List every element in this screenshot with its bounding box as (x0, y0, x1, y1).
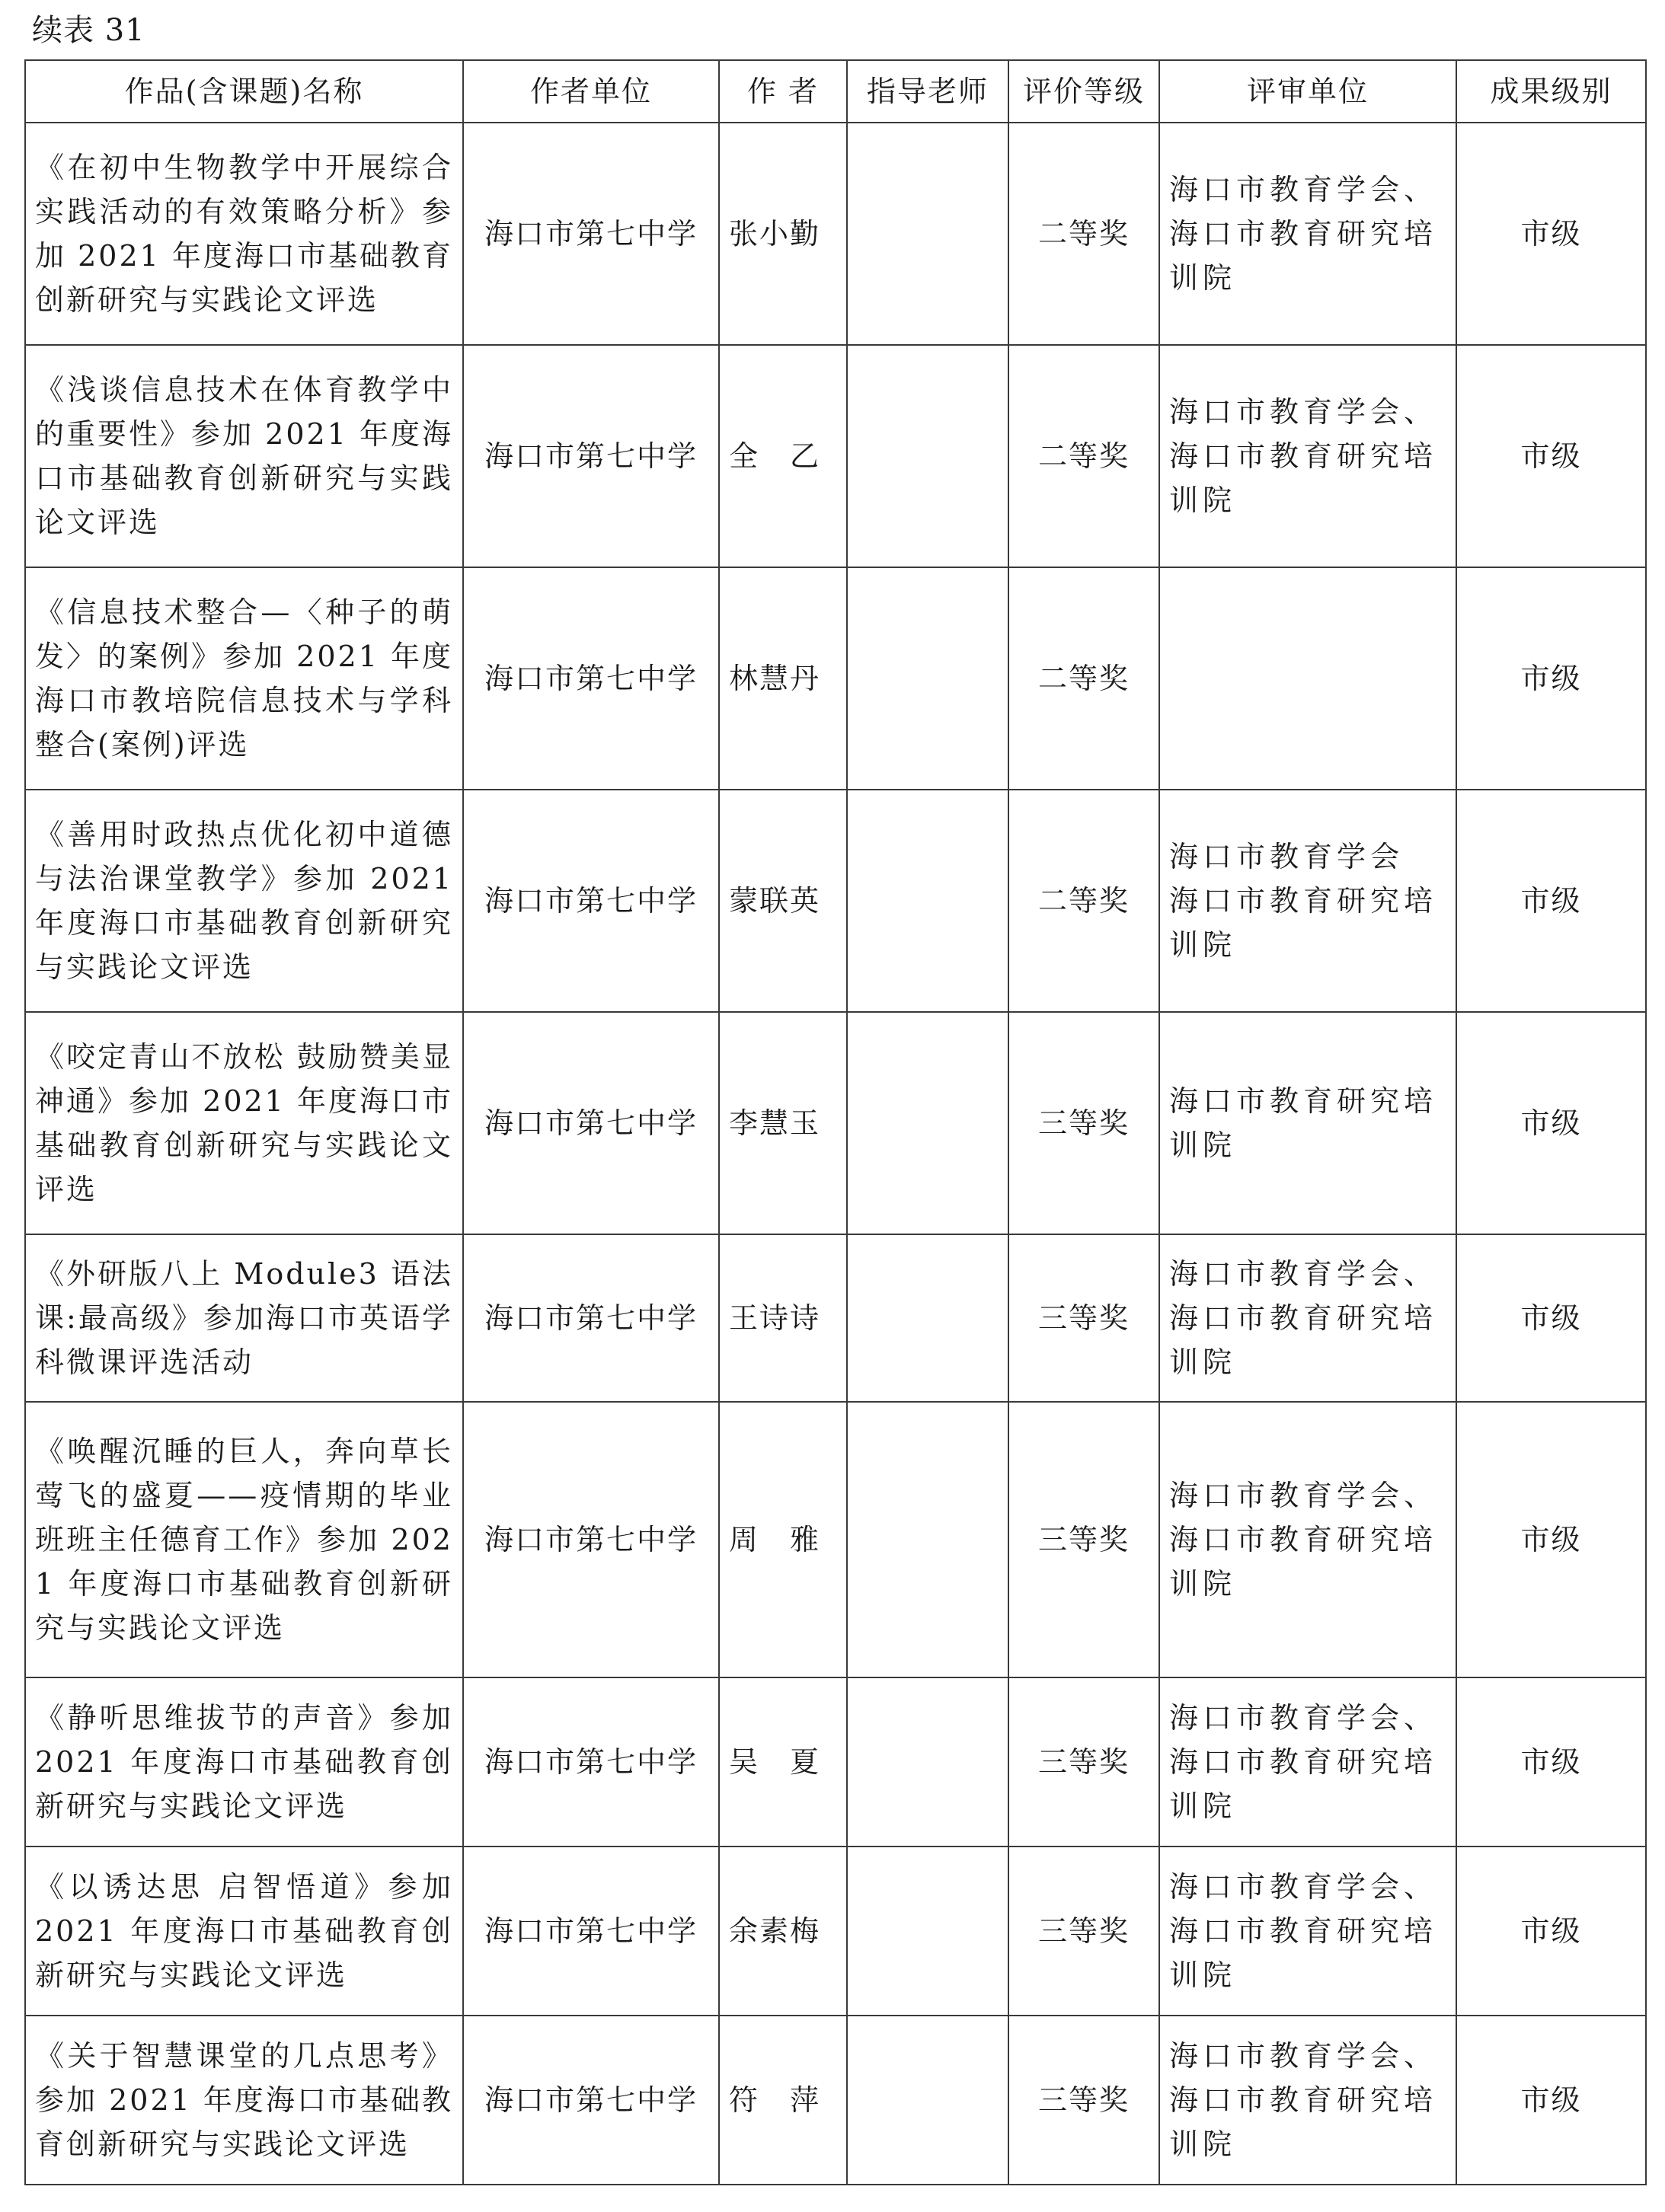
cell-grade: 三等奖 (1008, 1234, 1159, 1402)
cell-org (1159, 790, 1456, 1012)
table-row (25, 790, 1646, 1012)
cell-org (1159, 1012, 1456, 1234)
cell-author: 周 雅 (719, 1402, 847, 1677)
cell-unit: 海口市第七中学 (463, 1677, 719, 1847)
cell-unit: 海口市第七中学 (463, 1234, 719, 1402)
cell-title: 《浅谈信息技术在体育教学中的重要性》参加 2021 年度海口市基础教育创新研究与实践论文评选 (25, 345, 463, 567)
cell-org (1159, 1234, 1456, 1402)
cell-level: 市级 (1456, 123, 1646, 345)
cell-unit: 海口市第七中学 (463, 345, 719, 567)
table-row (25, 567, 1646, 790)
cell-unit: 海口市第七中学 (463, 1402, 719, 1677)
cell-author: 符 萍 (719, 2016, 847, 2185)
table-row (25, 2016, 1646, 2185)
cell-title: 《唤醒沉睡的巨人，奔向草长莺飞的盛夏——疫情期的毕业班班主任德育工作》参加 2021 年度海口市基础教育创新研究与实践论文评选 (25, 1402, 463, 1677)
org-line: 海口市教育研究培训院 (1169, 1301, 1438, 1379)
cell-author: 张小勤 (719, 123, 847, 345)
cell-grade: 三等奖 (1008, 1402, 1159, 1677)
cell-advisor (847, 567, 1008, 790)
org-line: 海口市教育研究培训院 (1169, 1914, 1438, 1992)
org-line: 海口市教育研究培训院 (1169, 1523, 1438, 1601)
cell-author: 吴 夏 (719, 1677, 847, 1847)
cell-author: 林慧丹 (719, 567, 847, 790)
org-line: 海口市教育学会、 (1169, 1479, 1438, 1512)
cell-unit: 海口市第七中学 (463, 1847, 719, 2016)
col-header-advisor: 指导老师 (847, 60, 1008, 123)
cell-grade: 三等奖 (1008, 1012, 1159, 1234)
cell-org (1159, 1402, 1456, 1677)
cell-title: 《善用时政热点优化初中道德与法治课堂教学》参加 2021 年度海口市基础教育创新研究与实践论文评选 (25, 790, 463, 1012)
cell-level: 市级 (1456, 1234, 1646, 1402)
org-line: 海口市教育学会、 (1169, 395, 1438, 429)
cell-org (1159, 345, 1456, 567)
org-line: 海口市教育研究培训院 (1169, 884, 1438, 962)
org-line: 海口市教育学会、 (1169, 1870, 1438, 1904)
cell-unit: 海口市第七中学 (463, 567, 719, 790)
cell-level: 市级 (1456, 567, 1646, 790)
cell-advisor (847, 123, 1008, 345)
cell-author: 王诗诗 (719, 1234, 847, 1402)
cell-grade: 三等奖 (1008, 1847, 1159, 2016)
cell-grade: 二等奖 (1008, 345, 1159, 567)
table-row (25, 345, 1646, 567)
cell-org (1159, 1847, 1456, 2016)
cell-author: 李慧玉 (719, 1012, 847, 1234)
table-row (25, 123, 1646, 345)
cell-advisor (847, 1847, 1008, 2016)
cell-title: 《信息技术整合—〈种子的萌发〉的案例》参加 2021 年度海口市教培院信息技术与学科整合(案例)评选 (25, 567, 463, 790)
table-header-row (25, 60, 1646, 123)
org-line: 海口市教育研究培训院 (1169, 1084, 1438, 1162)
cell-advisor (847, 1234, 1008, 1402)
cell-title: 《外研版八上 Module3 语法课:最高级》参加海口市英语学科微课评选活动 (25, 1234, 463, 1402)
cell-org (1159, 1677, 1456, 1847)
org-line: 海口市教育研究培训院 (1169, 1745, 1438, 1823)
cell-advisor (847, 1677, 1008, 1847)
cell-org (1159, 2016, 1456, 2185)
table-row (25, 1012, 1646, 1234)
cell-unit: 海口市第七中学 (463, 123, 719, 345)
table-row (25, 1677, 1646, 1847)
cell-title: 《在初中生物教学中开展综合实践活动的有效策略分析》参加 2021 年度海口市基础教育创新研究与实践论文评选 (25, 123, 463, 345)
org-line: 海口市教育学会 (1169, 840, 1405, 873)
cell-author: 全 乙 (719, 345, 847, 567)
cell-level: 市级 (1456, 2016, 1646, 2185)
cell-level: 市级 (1456, 1012, 1646, 1234)
col-header-grade: 评价等级 (1008, 60, 1159, 123)
cell-level: 市级 (1456, 1402, 1646, 1677)
cell-title: 《关于智慧课堂的几点思考》参加 2021 年度海口市基础教育创新研究与实践论文评选 (25, 2016, 463, 2185)
org-line: 海口市教育学会、 (1169, 1257, 1438, 1291)
org-line: 海口市教育学会、 (1169, 1701, 1438, 1735)
cell-grade: 二等奖 (1008, 567, 1159, 790)
cell-grade: 二等奖 (1008, 123, 1159, 345)
col-header-unit: 作者单位 (463, 60, 719, 123)
cell-level: 市级 (1456, 1677, 1646, 1847)
table-row (25, 1847, 1646, 2016)
cell-grade: 三等奖 (1008, 1677, 1159, 1847)
cell-grade: 三等奖 (1008, 2016, 1159, 2185)
cell-title: 《以诱达思 启智悟道》参加 2021 年度海口市基础教育创新研究与实践论文评选 (25, 1847, 463, 2016)
cell-level: 市级 (1456, 345, 1646, 567)
cell-title: 《咬定青山不放松 鼓励赞美显神通》参加 2021 年度海口市基础教育创新研究与实践论文评选 (25, 1012, 463, 1234)
org-line: 海口市教育研究培训院 (1169, 2083, 1438, 2161)
cell-org (1159, 567, 1456, 790)
col-header-level: 成果级别 (1456, 60, 1646, 123)
cell-title: 《静听思维拔节的声音》参加 2021 年度海口市基础教育创新研究与实践论文评选 (25, 1677, 463, 1847)
cell-level: 市级 (1456, 1847, 1646, 2016)
cell-advisor (847, 790, 1008, 1012)
cell-author: 蒙联英 (719, 790, 847, 1012)
awards-table (24, 59, 1647, 2185)
cell-org (1159, 123, 1456, 345)
cell-grade: 二等奖 (1008, 790, 1159, 1012)
cell-author: 余素梅 (719, 1847, 847, 2016)
org-line: 海口市教育学会、 (1169, 173, 1438, 206)
cell-unit: 海口市第七中学 (463, 2016, 719, 2185)
col-header-title: 作品(含课题)名称 (25, 60, 463, 123)
org-line: 海口市教育研究培训院 (1169, 439, 1438, 517)
cell-advisor (847, 345, 1008, 567)
cell-unit: 海口市第七中学 (463, 1012, 719, 1234)
cell-unit: 海口市第七中学 (463, 790, 719, 1012)
table-row (25, 1234, 1646, 1402)
table-caption: 续表 31 (32, 13, 145, 48)
cell-advisor (847, 1012, 1008, 1234)
table-row (25, 1402, 1646, 1677)
org-line: 海口市教育学会、 (1169, 2039, 1438, 2073)
cell-level: 市级 (1456, 790, 1646, 1012)
cell-advisor (847, 1402, 1008, 1677)
col-header-org: 评审单位 (1159, 60, 1456, 123)
cell-advisor (847, 2016, 1008, 2185)
org-line: 海口市教育研究培训院 (1169, 217, 1438, 295)
col-header-author: 作 者 (719, 60, 847, 123)
